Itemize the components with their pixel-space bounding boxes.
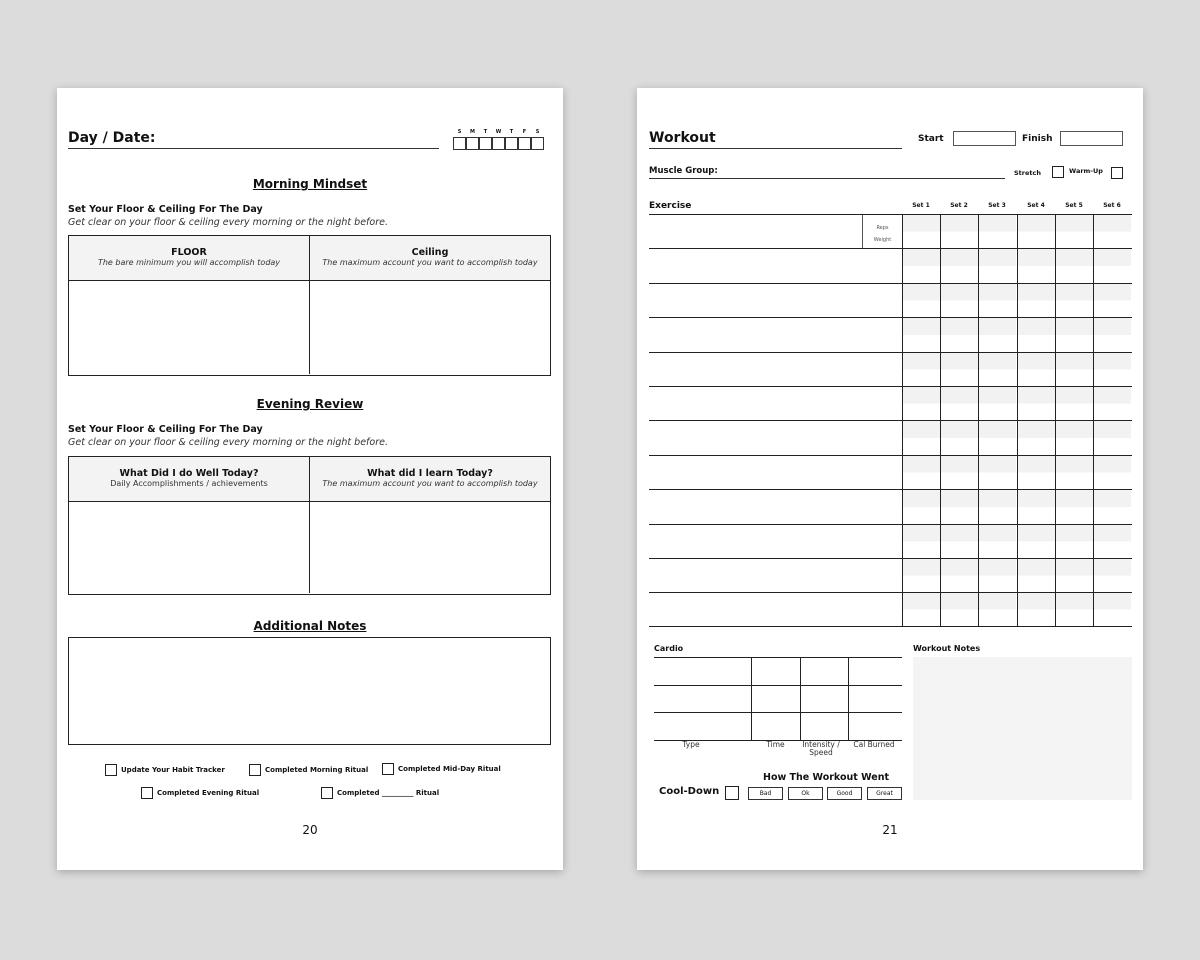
exercise-name-input[interactable] [649,284,902,317]
cooldown-label: Cool-Down [659,786,720,797]
did-well-sub: Daily Accomplishments / achievements [110,479,268,488]
ceiling-header: Ceiling [411,247,449,258]
set-cell[interactable] [1017,249,1055,282]
exercise-name-input[interactable] [649,559,902,592]
set-cell[interactable] [1093,525,1131,558]
set-cell[interactable] [902,387,940,420]
rating-great-button[interactable]: Great [867,787,902,800]
exercise-row [649,592,1132,626]
day-date-label: Day / Date: [68,130,156,146]
page-number: 21 [882,823,898,837]
ceiling-sub: The maximum account you want to accomplish today [322,258,538,267]
cardio-col-calories: Cal Burned [853,740,895,749]
set-cell[interactable] [940,318,978,351]
set-cell[interactable] [1093,559,1131,592]
checkbox[interactable] [321,787,333,799]
learned-header: What did I learn Today? [367,468,493,479]
weekday-2[interactable] [479,129,492,150]
set-cell[interactable] [1017,284,1055,317]
exercise-label: Exercise [649,201,692,211]
weight-label: Weight [873,237,892,243]
morning-desc: Get clear on your floor & ceiling every morning or the night before. [68,217,388,228]
weekday-6[interactable] [531,129,544,150]
morning-mindset-title: Morning Mindset [252,177,368,191]
start-time-input[interactable] [953,131,1016,146]
reps-label: Reps [876,225,889,231]
weekday-letter: S [535,129,540,135]
cardio-cell[interactable] [751,685,800,712]
set-cell[interactable] [1017,490,1055,523]
weekday-letter: W [495,129,502,135]
set-cell[interactable] [940,249,978,282]
cooldown-checkbox[interactable] [725,786,739,800]
set-cell[interactable] [1017,387,1055,420]
floor-sub: The bare minimum you will accomplish today [97,258,281,267]
workout-notes-label: Workout Notes [913,644,981,653]
set-cell[interactable] [1017,525,1055,558]
set-cell[interactable] [1055,559,1093,592]
set-cell[interactable] [940,215,978,248]
checklist-label: Update Your Habit Tracker [121,766,225,774]
set-header: Set 6 [1103,202,1121,209]
set-cell[interactable] [902,249,940,282]
workout-title: Workout [649,130,716,146]
set-cell[interactable] [902,353,940,386]
set-cell[interactable] [1093,249,1131,282]
set-cell[interactable] [940,387,978,420]
set-cell[interactable] [1093,593,1131,625]
exercise-row [649,386,1132,420]
set-cell[interactable] [1017,559,1055,592]
set-cell[interactable] [902,593,940,625]
weekday-checkbox[interactable] [505,137,518,150]
set-cell[interactable] [1055,249,1093,282]
cardio-cell[interactable] [751,657,800,684]
set-cell[interactable] [940,284,978,317]
set-cell[interactable] [978,284,1016,317]
exercise-name-input[interactable] [649,215,862,248]
cardio-cell[interactable] [654,657,751,684]
set-cell[interactable] [940,421,978,454]
cardio-cell[interactable] [848,712,902,739]
set-cell[interactable] [1093,456,1131,489]
set-cell[interactable] [902,559,940,592]
evening-review-table [68,456,551,595]
stretch-checkbox[interactable] [1052,166,1064,178]
finish-label: Finish [1022,134,1053,144]
stretch-label: Stretch [1014,169,1041,177]
exercise-row [649,455,1132,489]
checklist-item[interactable] [382,763,501,775]
evening-desc: Get clear on your floor & ceiling every morning or the night before. [68,437,388,448]
set-cell[interactable] [1017,318,1055,351]
exercise-row [649,248,1132,282]
cardio-cell[interactable] [800,657,848,684]
muscle-group-label: Muscle Group: [649,166,718,176]
set-cell[interactable] [978,525,1016,558]
set-cell[interactable] [978,387,1016,420]
set-cell[interactable] [1055,318,1093,351]
exercise-name-input[interactable] [649,353,902,386]
set-cell[interactable] [1055,215,1093,248]
weekday-letter: S [457,129,462,135]
cardio-cell[interactable] [654,685,751,712]
set-cell[interactable] [1055,387,1093,420]
set-cell[interactable] [902,284,940,317]
exercise-name-input[interactable] [649,456,902,489]
weekday-0[interactable] [453,129,466,150]
planner-page-right [637,88,1143,870]
exercise-row [649,558,1132,592]
planner-page-left [57,88,563,870]
exercise-name-input[interactable] [649,421,902,454]
set-cell[interactable] [1055,456,1093,489]
rating-bad-button[interactable]: Bad [748,787,783,800]
exercise-name-input[interactable] [649,490,902,523]
cardio-cell[interactable] [654,712,751,739]
floor-input[interactable] [69,281,310,374]
exercise-row [649,317,1132,351]
workout-notes-input[interactable] [913,657,1132,800]
set-cell[interactable] [1093,353,1131,386]
did-well-input[interactable] [69,502,310,593]
floor-header: FLOOR [171,247,207,258]
weekday-letter: M [470,129,475,135]
learned-sub: The maximum account you want to accomplish today [322,479,538,488]
exercise-name-input[interactable] [649,387,902,420]
cardio-cell[interactable] [800,685,848,712]
evening-subtitle: Set Your Floor & Ceiling For The Day [68,424,263,435]
exercise-row [649,352,1132,386]
checklist-label: Completed Mid-Day Ritual [398,765,501,773]
set-cell[interactable] [978,353,1016,386]
additional-notes-title: Additional Notes [253,619,367,633]
exercise-name-input[interactable] [649,593,902,625]
morning-subtitle: Set Your Floor & Ceiling For The Day [68,204,263,215]
set-cell[interactable] [902,421,940,454]
set-cell[interactable] [978,490,1016,523]
exercise-row [649,420,1132,454]
set-cell[interactable] [902,525,940,558]
weekday-letter: T [483,129,488,135]
reps-weight-label [862,215,902,248]
cardio-col-intensity: Intensity / Speed [802,740,840,757]
set-cell[interactable] [1055,353,1093,386]
floor-ceiling-table [68,235,551,376]
set-cell[interactable] [1017,593,1055,625]
checkbox[interactable] [249,764,261,776]
checkbox[interactable] [141,787,153,799]
set-cell[interactable] [902,490,940,523]
set-cell[interactable] [1017,456,1055,489]
checklist-item[interactable] [141,787,259,799]
weekday-checkbox[interactable] [531,137,544,150]
set-cell[interactable] [978,215,1016,248]
set-cell[interactable] [940,490,978,523]
set-cell[interactable] [1017,215,1055,248]
weekday-1[interactable] [466,129,479,150]
exercise-row [649,524,1132,558]
set-cell[interactable] [1093,490,1131,523]
set-header: Set 3 [988,202,1006,209]
set-cell[interactable] [1017,353,1055,386]
exercise-row [649,489,1132,523]
additional-notes-input[interactable] [68,637,551,745]
weekday-5[interactable] [518,129,531,150]
exercise-name-input[interactable] [649,249,902,282]
set-cell[interactable] [978,318,1016,351]
muscle-group-input[interactable] [649,178,1005,179]
cardio-label: Cardio [654,644,684,653]
cardio-cell[interactable] [848,685,902,712]
set-header: Set 4 [1027,202,1045,209]
cardio-cell[interactable] [751,712,800,739]
warmup-label: Warm-Up [1069,167,1103,175]
finish-time-input[interactable] [1060,131,1123,146]
checklist-label: Completed Morning Ritual [265,766,369,774]
checkbox[interactable] [105,764,117,776]
cardio-col-time: Time [766,740,785,749]
set-cell[interactable] [1093,421,1131,454]
weekday-letter: T [509,129,514,135]
set-cell[interactable] [1055,284,1093,317]
checklist-label: Completed _________ Ritual [337,789,440,797]
set-header: Set 1 [912,202,930,209]
set-cell[interactable] [978,593,1016,625]
set-cell[interactable] [940,525,978,558]
cardio-cell[interactable] [800,712,848,739]
exercise-name-input[interactable] [649,525,902,558]
weekday-checkbox[interactable] [492,137,505,150]
set-cell[interactable] [1017,421,1055,454]
set-cell[interactable] [978,559,1016,592]
set-cell[interactable] [940,353,978,386]
title-underline [649,148,902,149]
set-cell[interactable] [902,456,940,489]
weekday-4[interactable] [505,129,518,150]
weekday-checkbox[interactable] [518,137,531,150]
day-date-line[interactable] [68,148,439,149]
exercise-row [649,283,1132,317]
rating-ok-button[interactable]: Ok [788,787,823,800]
set-cell[interactable] [978,249,1016,282]
set-header: Set 5 [1065,202,1083,209]
evening-review-title: Evening Review [256,397,364,411]
weekday-checkbox[interactable] [466,137,479,150]
set-cell[interactable] [1093,318,1131,351]
set-cell[interactable] [902,215,940,248]
rating-good-button[interactable]: Good [827,787,862,800]
exercise-name-input[interactable] [649,318,902,351]
set-cell[interactable] [1055,490,1093,523]
set-cell[interactable] [1093,215,1131,248]
set-header: Set 2 [950,202,968,209]
checklist-item[interactable] [321,787,439,799]
cardio-cell[interactable] [848,657,902,684]
exercise-row [649,214,1132,248]
set-cell[interactable] [978,421,1016,454]
checklist-item[interactable] [105,764,225,776]
set-cell[interactable] [902,318,940,351]
set-cell[interactable] [940,593,978,625]
how-went-label: How The Workout Went [763,772,889,783]
set-cell[interactable] [1055,593,1093,625]
checklist-item[interactable] [249,764,368,776]
set-cell[interactable] [1055,525,1093,558]
set-cell[interactable] [1093,387,1131,420]
set-cell[interactable] [1093,284,1131,317]
warmup-checkbox[interactable] [1111,167,1123,179]
checklist-label: Completed Evening Ritual [157,789,260,797]
weekday-selector [453,129,544,150]
set-cell[interactable] [1055,421,1093,454]
weekday-letter: F [522,129,527,135]
weekday-3[interactable] [492,129,505,150]
set-cell[interactable] [940,456,978,489]
checkbox[interactable] [382,763,394,775]
did-well-header: What Did I do Well Today? [119,468,259,479]
weekday-checkbox[interactable] [479,137,492,150]
cardio-col-type: Type [682,740,700,749]
ceiling-input[interactable] [310,281,550,374]
set-cell[interactable] [940,559,978,592]
start-label: Start [918,134,944,144]
page-number: 20 [302,823,318,837]
weekday-checkbox[interactable] [453,137,466,150]
set-cell[interactable] [978,456,1016,489]
learned-input[interactable] [310,502,550,593]
